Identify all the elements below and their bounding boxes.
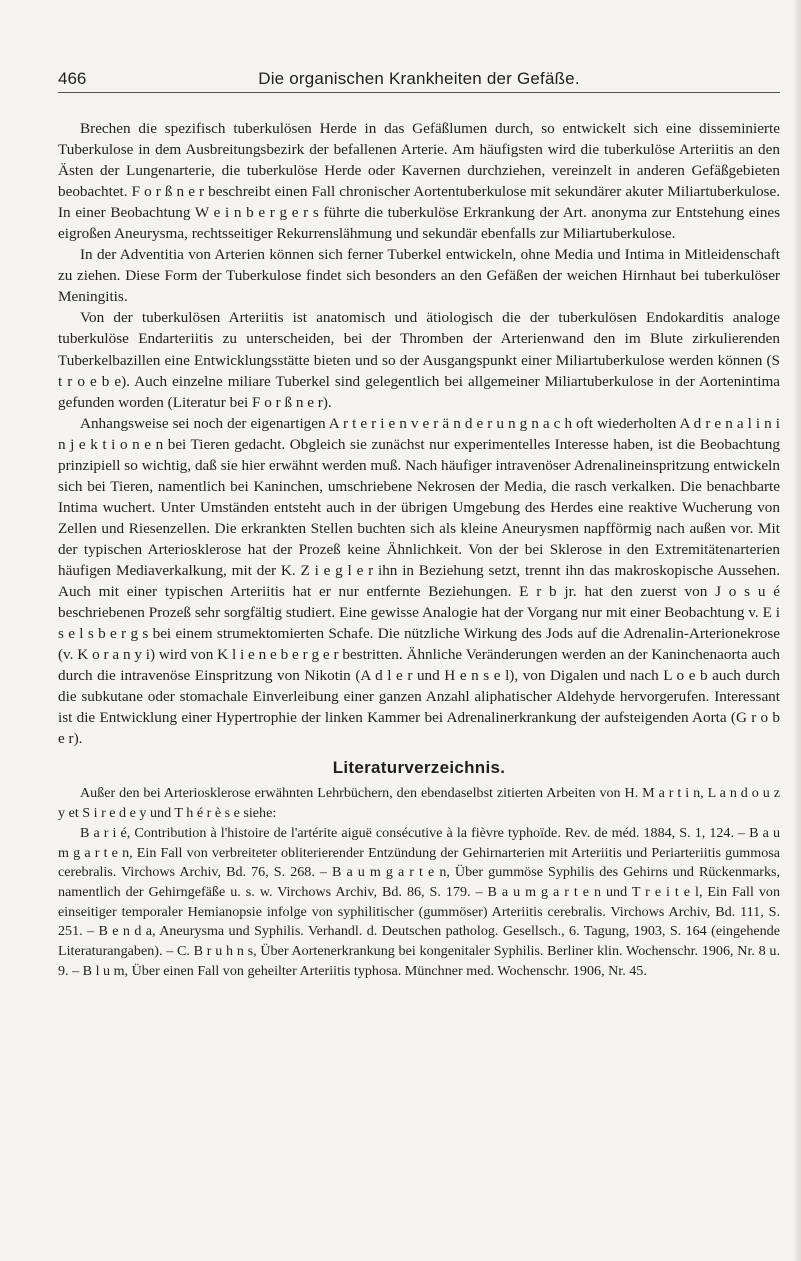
paragraph: Von der tuberkulösen Arteriitis ist anatomisch und ätiologisch die der tuberkulösen Endokarditis analoge tuberkulöse Endarteriitis zu unterscheiden, bei der Thromben der Arterienwand den im Blute zirkulierenden Tuberkelbazillen eine Entwicklungsstätte bieten und so der Ausgangspunkt einer Miliartuberkulose werden können (S t r o e b e). Auch einzelne miliare Tuberkel sind gelegentlich bei allgemeiner Miliartuberkulose in der Aortenintima gefunden worden (Literatur bei F o r ß n e r).	[58, 309, 780, 411]
page-edge-shadow	[793, 0, 801, 1261]
literature-intro: Außer den bei Arteriosklerose erwähnten Lehrbüchern, den ebendaselbst zitierten Arbeiten von H. M a r t i n, L a n d o u z y et S i r e d e y und T h é r è s e siehe:	[58, 785, 780, 822]
page-number: 466	[58, 69, 87, 88]
body-text	[58, 118, 780, 981]
paragraph: Anhangsweise sei noch der eigenartigen A r t e r i e n v e r ä n d e r u n g n a c h oft wiederholten A d r e n a l i n i n j e k t i o n e n bei Tieren gedacht. Obgleich sie zunächst nur experimentelles Interesse haben, ist die Beobachtung prinzipiell so wichtig, daß sie hier erwähnt werden muß. Nach häufiger intravenöser Adrenalineinspritzung entwickeln sich bei Tieren, namentlich bei Kaninchen, umschriebene Nekrosen der Media, die rasch verkalken. Die benachbarte Intima wuchert. Unter Umständen entsteht auch in der übrigen Umgebung des Herdes eine reaktive Wucherung von Zellen und Riesenzellen. Die erkrankten Stellen buchten sich als kleine Aneurysmen napfförmig nach außen vor. Mit der typischen Arteriosklerose hat der Prozeß keine Ähnlichkeit. Von der bei Sklerose in den Extremitätenarterien häufigen Mediaverkalkung, mit der K. Z i e g l e r ihn in Beziehung setzt, trennt ihn das makroskopische Aussehen. Auch mit einer typischen Arteriitis hat er nur entfernte Beziehungen. E r b jr. hat den zuerst von J o s u é beschriebenen Prozeß sehr sorgfältig studiert. Eine gewisse Analogie hat der Vorgang nur mit einer Beobachtung v. E i s e l s b e r g s bei einem strumektomierten Schafe. Die nützliche Wirkung des Jods auf die Adrenalin-Arterionekrose (v. K o r a n y i) wird von K l i e n e b e r g e r bestritten. Ähnliche Veränderungen werden an der Kaninchenaorta auch durch die intravenöse Einspritzung von Nikotin (A d l e r und H e n s e l), von Digalen und nach L o e b auch durch die subkutane oder stomachale Einverleibung einer ganzen Anzahl aliphatischer Aldehyde hervorgerufen. Interessant ist die Entwicklung einer Hypertrophie der linken Kammer bei Adrenalinerkrankung der aufsteigenden Aorta (G r o b e r).	[58, 414, 780, 748]
literature-references: B a r i é, Contribution à l'histoire de l'artérite aiguë consécutive à la fièvre typhoïde. Rev. de méd. 1884, S. 1, 124. – B a u m g a r t e n, Ein Fall von verbreiteter obliterierender Entzündung der Gehirnarterien mit Arteriitis und Periarteriitis gummosa cerebralis. Virchows Archiv, Bd. 76, S. 268. – B a u m g a r t e n, Über gummöse Syphilis des Gehirns und Rückenmarks, namentlich der Gehirngefäße u. s. w. Virchows Archiv, Bd. 86, S. 179. – B a u m g a r t e n und T r e i t e l, Ein Fall von einseitiger temporaler Hemianopsie infolge von syphilitischer (gummöser) Arteriitis cerebralis. Virchows Archiv, Bd. 111, S. 251. – B e n d a, Aneurysma und Syphilis. Verhandl. d. Deutschen patholog. Gesellsch., 6. Tagung, 1903, S. 164 (eingehende Literaturangaben). – C. B r u h n s, Über Aortenerkrankung bei kongenitaler Syphilis. Berliner klin. Wochenschr. 1906, Nr. 8 u. 9. – B l u m, Über einen Fall von geheilter Arteriitis typhosa. Münchner med. Wochenschr. 1906, Nr. 45.	[58, 824, 780, 979]
paragraph: In der Adventitia von Arterien können sich ferner Tuberkel entwickeln, ohne Media und Intima in Mitleidenschaft zu ziehen. Diese Form der Tuberkulose findet sich besonders an den Gefäßen der weichen Hirnhaut bei tuberkulöser Meningitis.	[58, 246, 780, 306]
running-title: Die organischen Krankheiten der Gefäße.	[258, 69, 580, 88]
literature-heading: Literaturverzeichnis.	[332, 758, 506, 778]
paragraph: Brechen die spezifisch tuberkulösen Herde in das Gefäßlumen durch, so entwickelt sich eine disseminierte Tuberkulose in dem Ausbreitungsbezirk der befallenen Arterie. Am häufigsten wird die tuberkulöse Arteriitis an den Ästen der Lungenarterie, die tuberkulöse Herde oder Kavernen durchziehen, vereinzelt in anderen Gefäßgebieten beobachtet. F o r ß n e r beschreibt einen Fall chronischer Aortentuberkulose mit sekundärer akuter Miliartuberkulose. In einer Beobachtung W e i n b e r g e r s führte die tuberkulöse Erkrankung der Art. anonyma zur Entstehung eines eigroßen Aneurysma, rechtsseitiger Rekurrenslähmung und sekundär ebenfalls zur Miliartuberkulose.	[58, 120, 780, 243]
page-header	[58, 66, 780, 93]
